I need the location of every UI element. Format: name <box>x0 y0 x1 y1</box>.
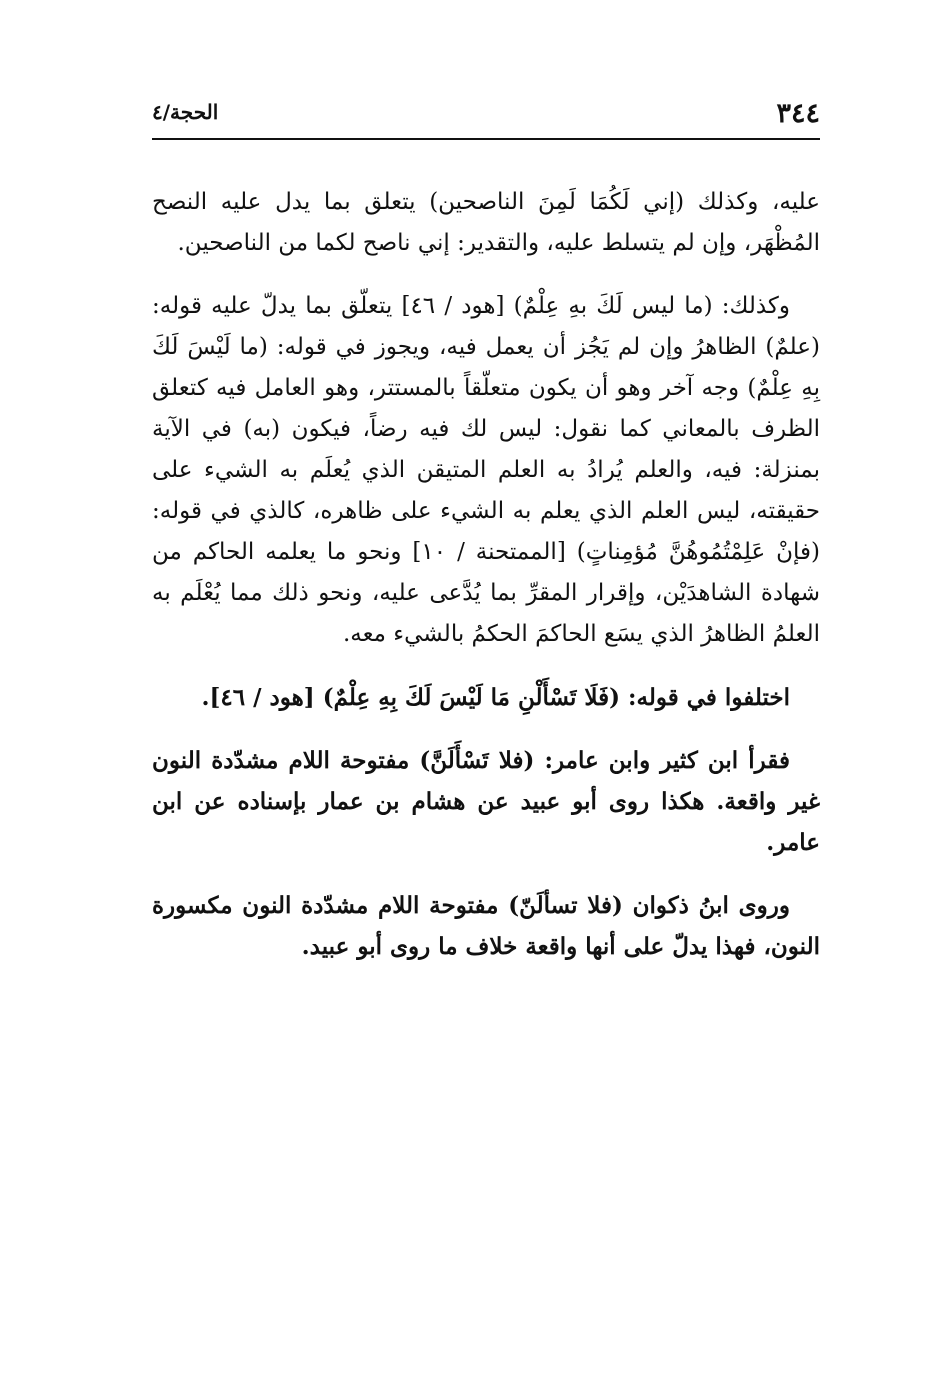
body-text <box>152 182 820 967</box>
paragraph-4: فقرأ ابن كثير وابن عامر: (فلا تَسْأَلَنَّ) مفتوحة اللام مشدّدة النون غير واقعة. هكذا روى أبو عبيد عن هشام بن عمار بإسناده عن ابن عامر. <box>152 747 820 856</box>
paragraph-5: وروى ابنُ ذكوان (فلا تسألَنّ) مفتوحة اللام مشدّدة النون مكسورة النون، فهذا يدلّ على أنها واقعة خلاف ما روى أبو عبيد. <box>152 892 820 960</box>
page-number: ٣٤٤ <box>776 98 820 129</box>
running-title: الحجة/٤ <box>152 100 219 124</box>
paragraph-3: اختلفوا في قوله: (فَلَا تَسْأَلْنِ مَا لَيْسَ لَكَ بِهِ عِلْمٌ) [هود / ٤٦]. <box>201 684 790 711</box>
page-header <box>152 92 820 140</box>
book-page <box>152 92 820 1338</box>
paragraph-1: عليه، وكذلك (إني لَكُمَا لَمِنَ الناصحين) يتعلق بما يدل عليه النصح المُظْهَر، وإن لم يتسلط عليه، والتقدير: إني ناصح لكما من الناصحين. <box>152 189 820 256</box>
paragraph-2: وكذلك: (ما ليس لَكَ بهِ عِلْمٌ) [هود / ٤٦] يتعلّق بما يدلّ عليه قوله: (علمٌ) الظاهرُ وإن لم يَجُز أن يعمل فيه، ويجوز في قوله: (ما لَيْسَ لَكَ بِهِ عِلْمٌ) وجه آخر وهو أن يكون متعلّقاً بالمستتر، وهو العامل فيه كتعلق الظرف بالمعاني كما نقول: ليس لك فيه رضاً، فيكون (به) في الآية بمنزلة: فيه، والعلم يُرادُ به العلم المتيقن الذي يُعلَم به الشيء على حقيقته، ليس العلم الذي يعلم به الشيء على ظاهره، كالذي في قوله: (فإنْ عَلِمْتُمُوهُنَّ مُؤمِناتٍ) [الممتحنة / ١٠] ونحو ما يعلمه الحاكم من شهادة الشاهدَيْن، وإقرار المقرِّ بما يُدَّعى عليه، ونحو ذلك مما يُعْلَم به العلمُ الظاهرُ الذي يسَع الحاكمَ الحكمُ بالشيء معه. <box>152 293 821 647</box>
